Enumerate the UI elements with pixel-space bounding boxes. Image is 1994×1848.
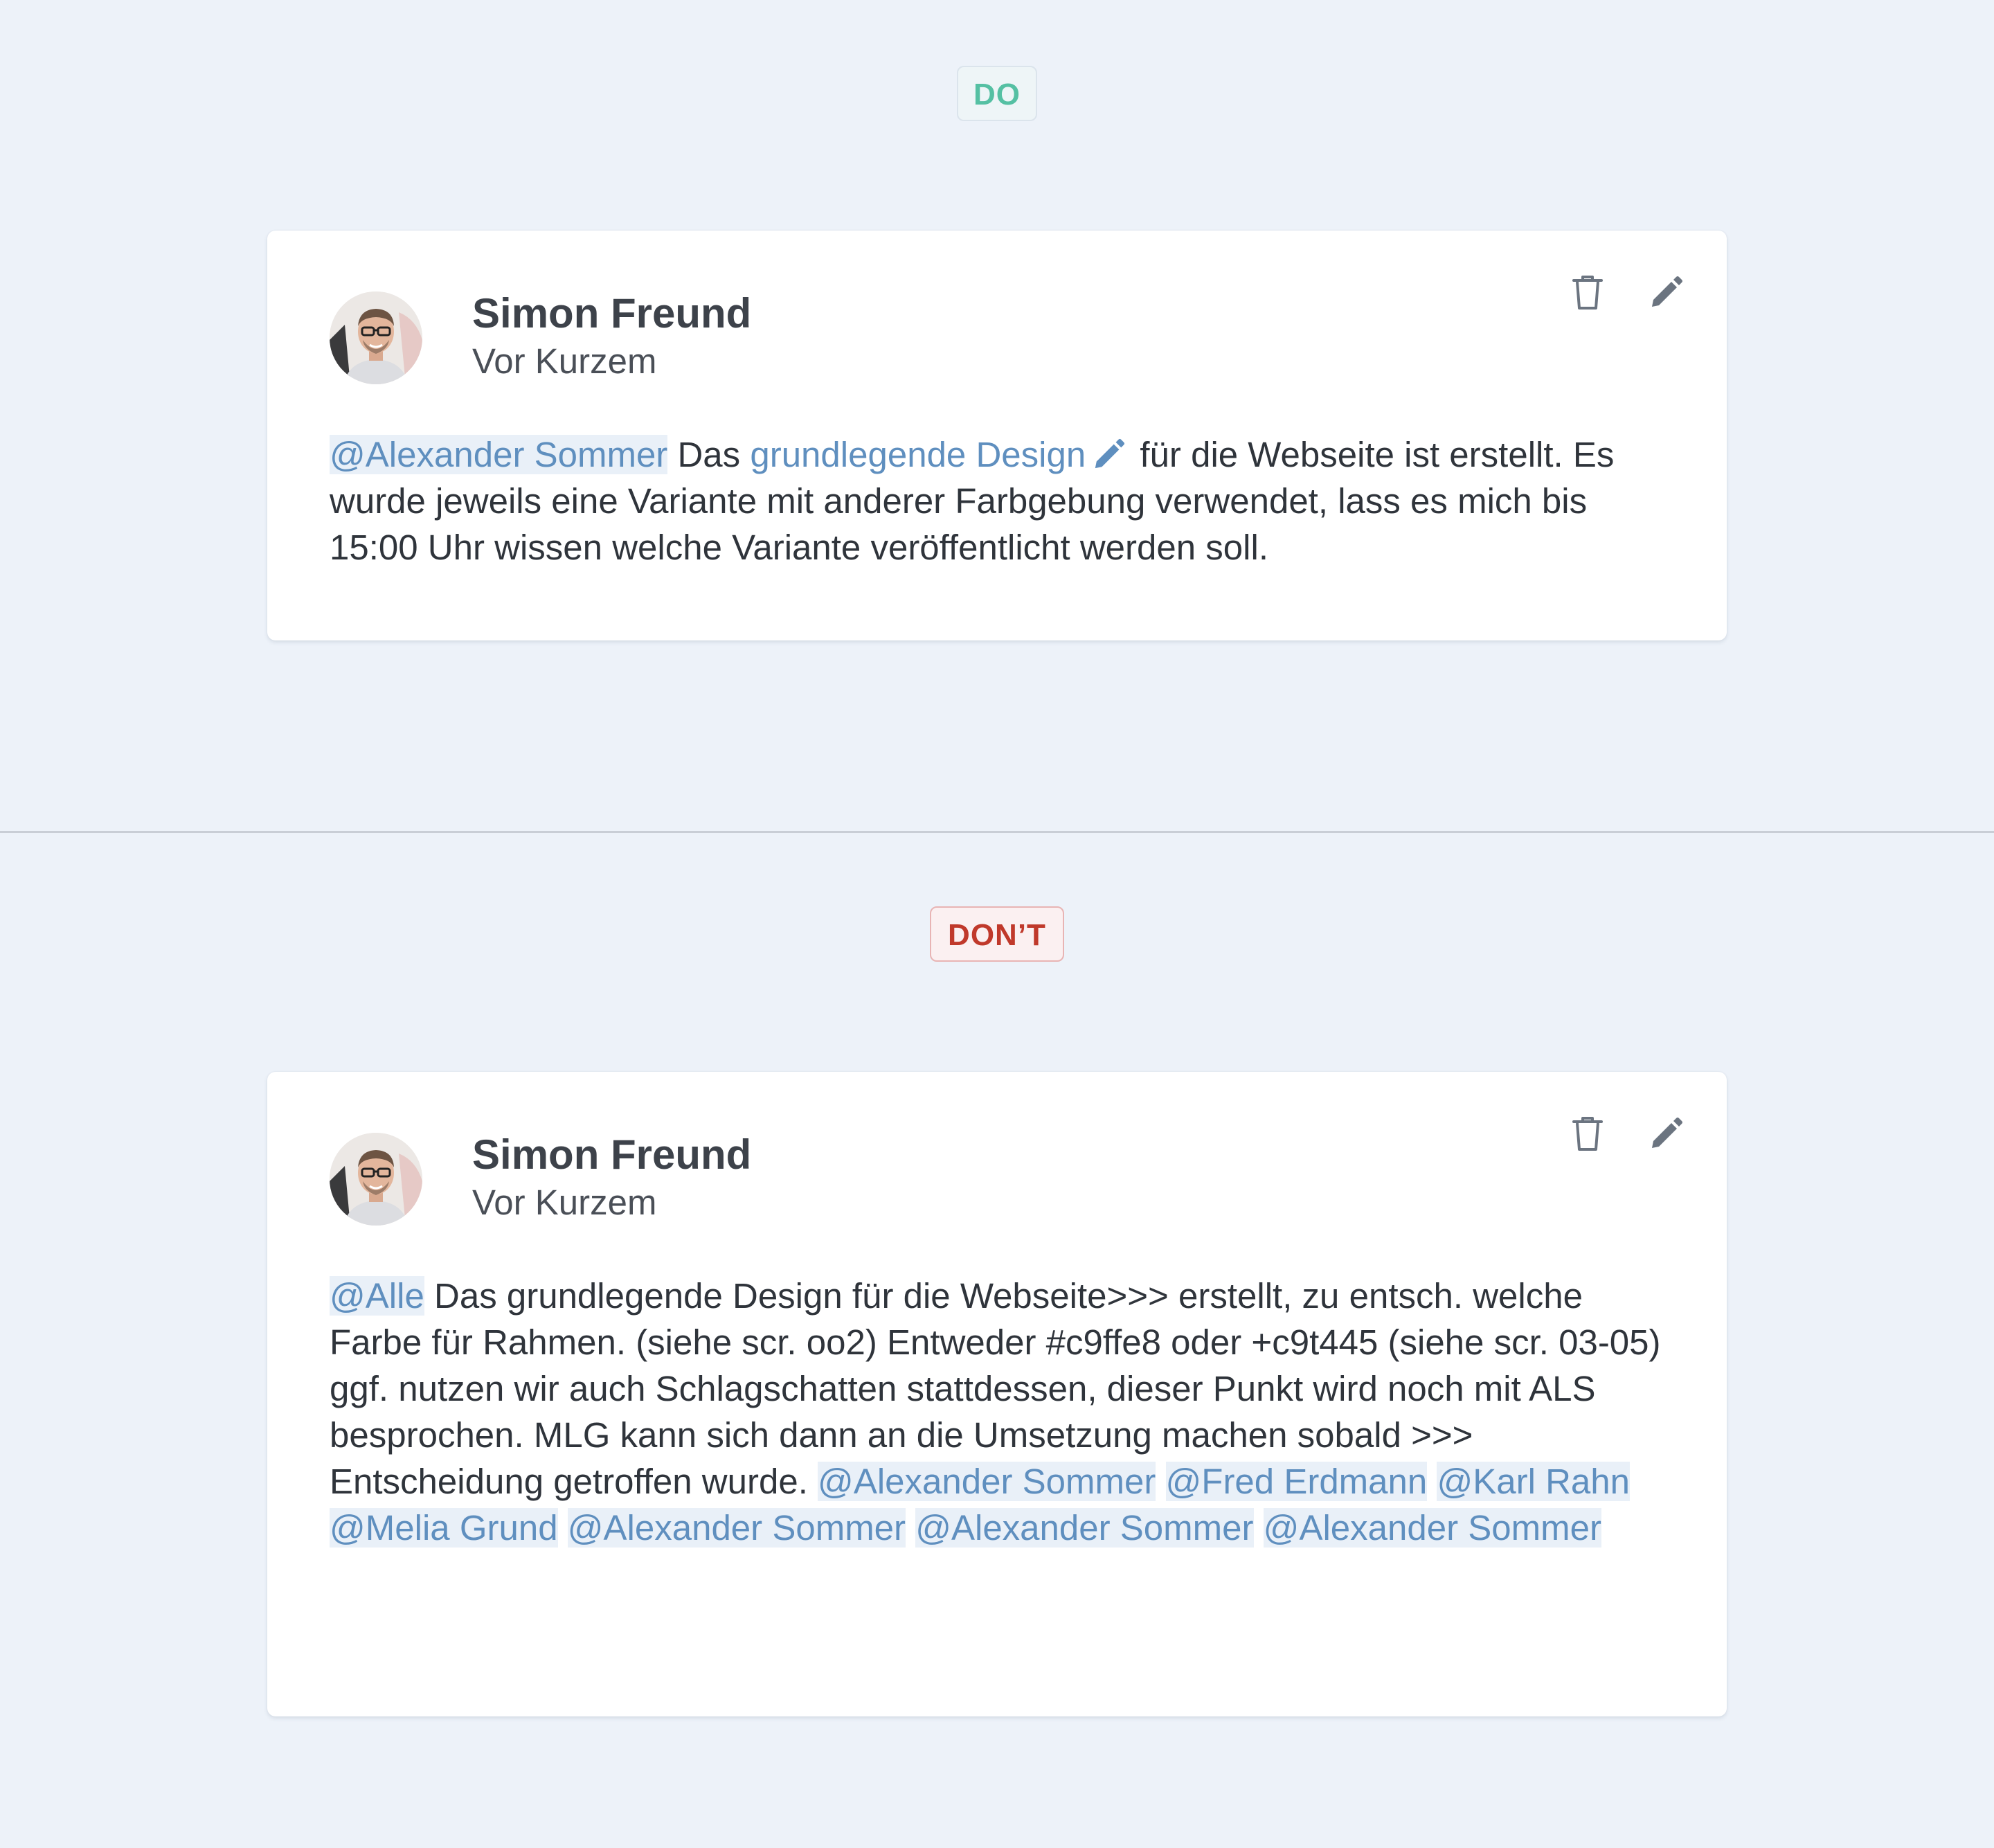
mention-fred-erdmann[interactable]: @Fred Erdmann: [1165, 1462, 1428, 1501]
message-text: Das: [667, 435, 751, 474]
delete-button[interactable]: [1568, 271, 1608, 314]
mention-alexander-sommer[interactable]: @Alexander Sommer: [1263, 1508, 1601, 1548]
comment-text: [330, 431, 1680, 571]
card-actions: [1568, 271, 1687, 314]
comment-card: [267, 231, 1727, 640]
mention-karl-rahn[interactable]: @Karl Rahn: [1437, 1462, 1630, 1501]
mention-alexander-sommer[interactable]: @Alexander Sommer: [330, 435, 668, 474]
author-name: Simon Freund: [472, 1131, 752, 1178]
message-text: für die Webseite ist erstellt. Es wurde jeweils eine Variante mit anderer Farbgebung verwendet, lass es mich bis 15:00 Uhr wissen welche Variante veröffentlicht werden soll.: [330, 435, 1615, 567]
pencil-icon: [1649, 1116, 1684, 1151]
comment-card: [267, 1072, 1727, 1716]
author-block: [472, 1131, 751, 1225]
mention-alle[interactable]: @Alle: [330, 1276, 424, 1316]
trash-icon: [1572, 1115, 1604, 1152]
avatar[interactable]: [330, 1133, 422, 1226]
edit-button[interactable]: [1646, 1112, 1687, 1155]
pencil-icon: [1649, 275, 1684, 310]
avatar[interactable]: [330, 291, 422, 384]
mention-alexander-sommer[interactable]: @Alexander Sommer: [818, 1462, 1156, 1501]
do-section: [0, 0, 1994, 832]
edit-button[interactable]: [1646, 271, 1687, 314]
design-link[interactable]: grundlegende Design: [750, 435, 1086, 474]
timestamp: Vor Kurzem: [472, 341, 657, 381]
delete-button[interactable]: [1568, 1112, 1608, 1155]
mention-alexander-sommer[interactable]: @Alexander Sommer: [915, 1508, 1254, 1548]
mention-alexander-sommer[interactable]: @Alexander Sommer: [567, 1508, 906, 1548]
trash-icon: [1572, 273, 1604, 311]
pencil-icon: [1093, 438, 1126, 471]
section-divider: [0, 831, 1994, 833]
author-block: [472, 289, 751, 384]
do-badge: DO: [957, 66, 1037, 121]
dont-section: [0, 834, 1994, 1848]
author-name: Simon Freund: [472, 290, 752, 337]
timestamp: Vor Kurzem: [472, 1183, 657, 1222]
dont-badge: DON’T: [930, 906, 1064, 962]
message-text: Das grundlegende Design für die Webseite>>> erstellt, zu entsch. welche Farbe für Rahmen. (siehe scr. oo2) Entweder #c9ffe8 oder +c9t445 (siehe scr. 03-05) ggf. nutzen wir auch Schlagschatten stattdessen, dieser Punkt wird noch mit ALS besprochen. MLG kann sich dann an die Umsetzung machen sobald >>> Entscheidung getroffen wurde.: [330, 1276, 1661, 1501]
mention-melia-grund[interactable]: @Melia Grund: [330, 1508, 558, 1548]
card-actions: [1568, 1112, 1687, 1155]
comment-text: [330, 1273, 1680, 1551]
